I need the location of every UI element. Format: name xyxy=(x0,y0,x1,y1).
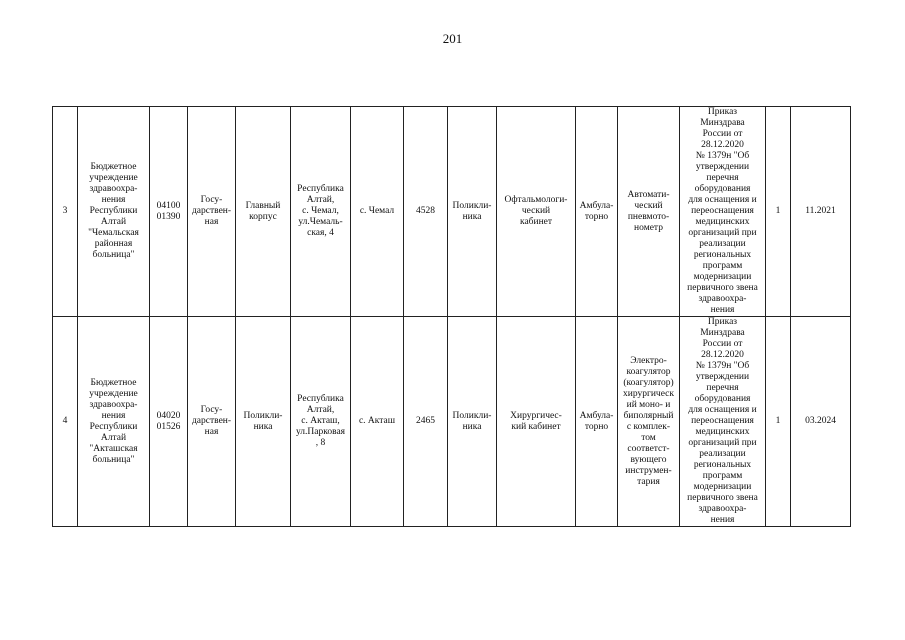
order-cell xyxy=(680,107,766,317)
row-number: 4 xyxy=(62,416,68,426)
building-name: Поликли- ника xyxy=(243,410,283,432)
address: Республика Алтай, с. Чемал, ул.Чемаль- ская, 4 xyxy=(297,184,344,238)
address: Республика Алтай, с. Акташ, ул.Парковая , 8 xyxy=(295,394,346,448)
ownership-form: Госу- дарствен- ная xyxy=(191,195,232,227)
room-name: Офтальмологи- ческий кабинет xyxy=(504,195,568,227)
row-number: 3 xyxy=(62,206,68,216)
institution-name: Бюджетное учреждение здравоохра- нения Республики Алтай "Акташская больница" xyxy=(89,377,138,465)
row-number-cell xyxy=(53,107,78,317)
care-conditions: Амбула- торно xyxy=(579,200,614,222)
equipment-cell xyxy=(618,317,680,527)
room-cell xyxy=(497,107,576,317)
quantity-cell xyxy=(766,317,791,527)
code-cell xyxy=(150,317,188,527)
equipment-registry-table xyxy=(52,106,851,527)
ownership-cell xyxy=(188,317,236,527)
unit-type: Поликли- ника xyxy=(452,410,492,432)
building-cell xyxy=(236,107,291,317)
organization-code: 04100 01390 xyxy=(156,200,181,222)
organization-code: 04020 01526 xyxy=(156,410,181,432)
institution-cell xyxy=(78,107,150,317)
settlement: с. Чемал xyxy=(359,206,395,216)
row-number-cell xyxy=(53,317,78,527)
order-cell xyxy=(680,317,766,527)
population: 2465 xyxy=(416,416,435,426)
room-cell xyxy=(497,317,576,527)
legal-order: Приказ Минздрава России от 28.12.2020 № 1379н "Об утверждении перечня оборудования для оснащения и переоснащения медицинских организаций при реализации региональных программ модернизации первичного звена здравоохра- нения xyxy=(687,107,758,315)
page-number: 201 xyxy=(442,31,463,46)
care-cell xyxy=(576,317,618,527)
date: 03.2024 xyxy=(805,416,836,426)
table-row xyxy=(53,107,851,317)
institution-name: Бюджетное учреждение здравоохра- нения Республики Алтай "Чемальская районная больница" xyxy=(88,162,139,260)
settlement-cell xyxy=(351,107,404,317)
care-conditions: Амбула- торно xyxy=(579,410,614,432)
population-cell xyxy=(404,107,448,317)
unit-type: Поликли- ника xyxy=(452,200,492,222)
population: 4528 xyxy=(416,206,435,216)
equipment-name: Электро- коагулятор (коагулятор) хирургическ ий моно- и биполярный с комплек- том соответст- вующего инструмен- тария xyxy=(622,355,674,487)
date: 11.2021 xyxy=(805,206,836,216)
population-cell xyxy=(404,317,448,527)
settlement-cell xyxy=(351,317,404,527)
legal-order: Приказ Минздрава России от 28.12.2020 № 1379н "Об утверждении перечня оборудования для оснащения и переоснащения медицинских организаций при реализации региональных программ модернизации первичного звена здравоохра- нения xyxy=(687,317,758,525)
quantity: 1 xyxy=(775,416,781,426)
address-cell xyxy=(291,317,351,527)
quantity: 1 xyxy=(775,206,781,216)
quantity-cell xyxy=(766,107,791,317)
equipment-cell xyxy=(618,107,680,317)
code-cell xyxy=(150,107,188,317)
date-cell xyxy=(791,317,851,527)
ownership-form: Госу- дарствен- ная xyxy=(191,405,232,437)
equipment-name: Автомати- ческий пневмото- нометр xyxy=(627,189,670,233)
care-cell xyxy=(576,107,618,317)
unit-cell xyxy=(448,317,497,527)
settlement: с. Акташ xyxy=(358,416,396,426)
building-cell xyxy=(236,317,291,527)
building-name: Главный корпус xyxy=(245,200,281,222)
address-cell xyxy=(291,107,351,317)
date-cell xyxy=(791,107,851,317)
room-name: Хирургичес- кий кабинет xyxy=(510,410,562,432)
unit-cell xyxy=(448,107,497,317)
table-row xyxy=(53,317,851,527)
institution-cell xyxy=(78,317,150,527)
ownership-cell xyxy=(188,107,236,317)
